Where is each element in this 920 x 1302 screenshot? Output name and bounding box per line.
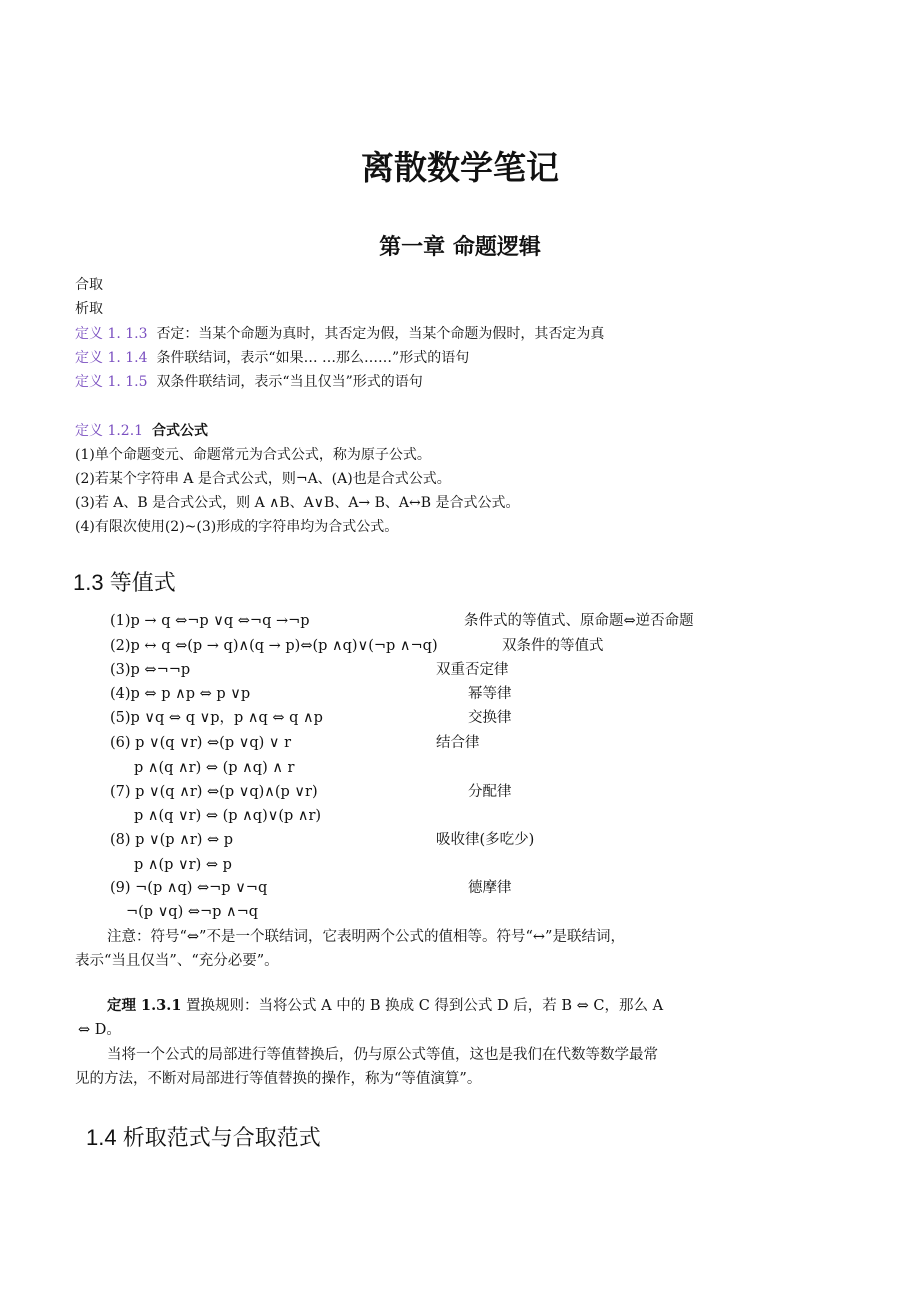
law-label: 双条件的等值式 xyxy=(502,638,604,654)
definition xyxy=(75,349,469,367)
definition-label: 定义 1. 1.3 xyxy=(75,326,148,342)
formula: (6) p ∨(q ∨r) ⇔(p ∨q) ∨ r xyxy=(110,735,292,751)
formula: (8) p ∨(p ∧r) ⇔ p xyxy=(110,832,234,848)
law-label: 分配律 xyxy=(468,784,512,800)
law-label: 双重否定律 xyxy=(436,662,509,678)
paragraph-line: 当将一个公式的局部进行等值替换后，仍与原公式等值，这也是我们在代数等数学最常 xyxy=(107,1047,658,1063)
law-label: 结合律 xyxy=(436,735,480,751)
rule-item: (4)有限次使用(2)~(3)形成的字符串均为合式公式。 xyxy=(75,519,399,535)
law-label: 条件式的等值式、原命题⇔逆否命题 xyxy=(464,613,694,629)
doc-title: 离散数学笔记 xyxy=(361,148,559,187)
formula: p ∧(p ∨r) ⇔ p xyxy=(134,857,232,873)
definition-title: 合式公式 xyxy=(151,423,208,439)
rule-item: (3)若 A、B 是合式公式，则 A ∧B、A∨B、A→ B、A↔B 是合式公式。 xyxy=(75,495,520,511)
formula: (4)p ⇔ p ∧p ⇔ p ∨p xyxy=(110,686,251,702)
theorem-text: 置换规则：当将公式 A 中的 B 换成 C 得到公式 D 后，若 B ⇔ C，那么 A xyxy=(186,998,664,1014)
rule-item: (2)若某个字符串 A 是合式公式，则¬A、(A)也是合式公式。 xyxy=(75,471,451,487)
intro-line: 合取 xyxy=(75,277,103,293)
note-line: 注意：符号“⇔”不是一个联结词，它表明两个公式的值相等。符号“↔”是联结词， xyxy=(107,929,625,945)
section-heading: 1.4 析取范式与合取范式 xyxy=(86,1125,321,1150)
theorem-cont: ⇔ D。 xyxy=(78,1022,121,1038)
definition-label: 定义 1. 1.4 xyxy=(75,350,148,366)
formula: ¬(p ∨q) ⇔¬p ∧¬q xyxy=(126,904,259,920)
definition-text: 双条件联结词，表示“当且仅当”形式的语句 xyxy=(156,374,423,390)
law-label: 吸收律(多吃少) xyxy=(436,832,535,848)
law-label: 交换律 xyxy=(468,710,512,726)
paragraph-line: 见的方法，不断对局部进行等值替换的操作，称为“等值演算”。 xyxy=(75,1071,482,1087)
definition-text: 否定：当某个命题为真时，其否定为假，当某个命题为假时，其否定为真 xyxy=(156,326,605,342)
definition xyxy=(75,325,604,343)
chapter-title: 第一章 命题逻辑 xyxy=(379,234,541,260)
definition-label: 定义 1.2.1 xyxy=(75,423,144,439)
definition-label: 定义 1. 1.5 xyxy=(75,374,148,390)
intro-line: 析取 xyxy=(75,301,103,317)
rule-item: (1)单个命题变元、命题常元为合式公式，称为原子公式。 xyxy=(75,447,431,463)
formula: p ∧(q ∧r) ⇔ (p ∧q) ∧ r xyxy=(134,760,295,776)
theorem-label: 定理 1.3.1 xyxy=(107,997,182,1014)
law-label: 德摩律 xyxy=(468,880,512,896)
formula: (1)p → q ⇔¬p ∨q ⇔¬q →¬p xyxy=(110,613,310,629)
law-label: 幂等律 xyxy=(468,686,512,702)
note-line: 表示“当且仅当”、“充分必要”。 xyxy=(75,953,279,969)
formula: (3)p ⇔¬¬p xyxy=(110,662,191,678)
theorem xyxy=(107,997,663,1015)
section-heading: 1.3 等值式 xyxy=(73,570,176,595)
formula: (9) ¬(p ∧q) ⇔¬p ∨¬q xyxy=(110,880,268,896)
formula: (2)p ↔ q ⇔(p → q)∧(q → p)⇔(p ∧q)∨(¬p ∧¬q) xyxy=(110,638,438,654)
formula: (5)p ∨q ⇔ q ∨p，p ∧q ⇔ q ∧p xyxy=(110,710,323,726)
formula: p ∧(q ∨r) ⇔ (p ∧q)∨(p ∧r) xyxy=(134,808,322,824)
definition xyxy=(75,422,208,440)
definition xyxy=(75,373,423,391)
formula: (7) p ∨(q ∧r) ⇔(p ∨q)∧(p ∨r) xyxy=(110,784,318,800)
definition-text: 条件联结词，表示“如果… …那么……”形式的语句 xyxy=(156,350,470,366)
